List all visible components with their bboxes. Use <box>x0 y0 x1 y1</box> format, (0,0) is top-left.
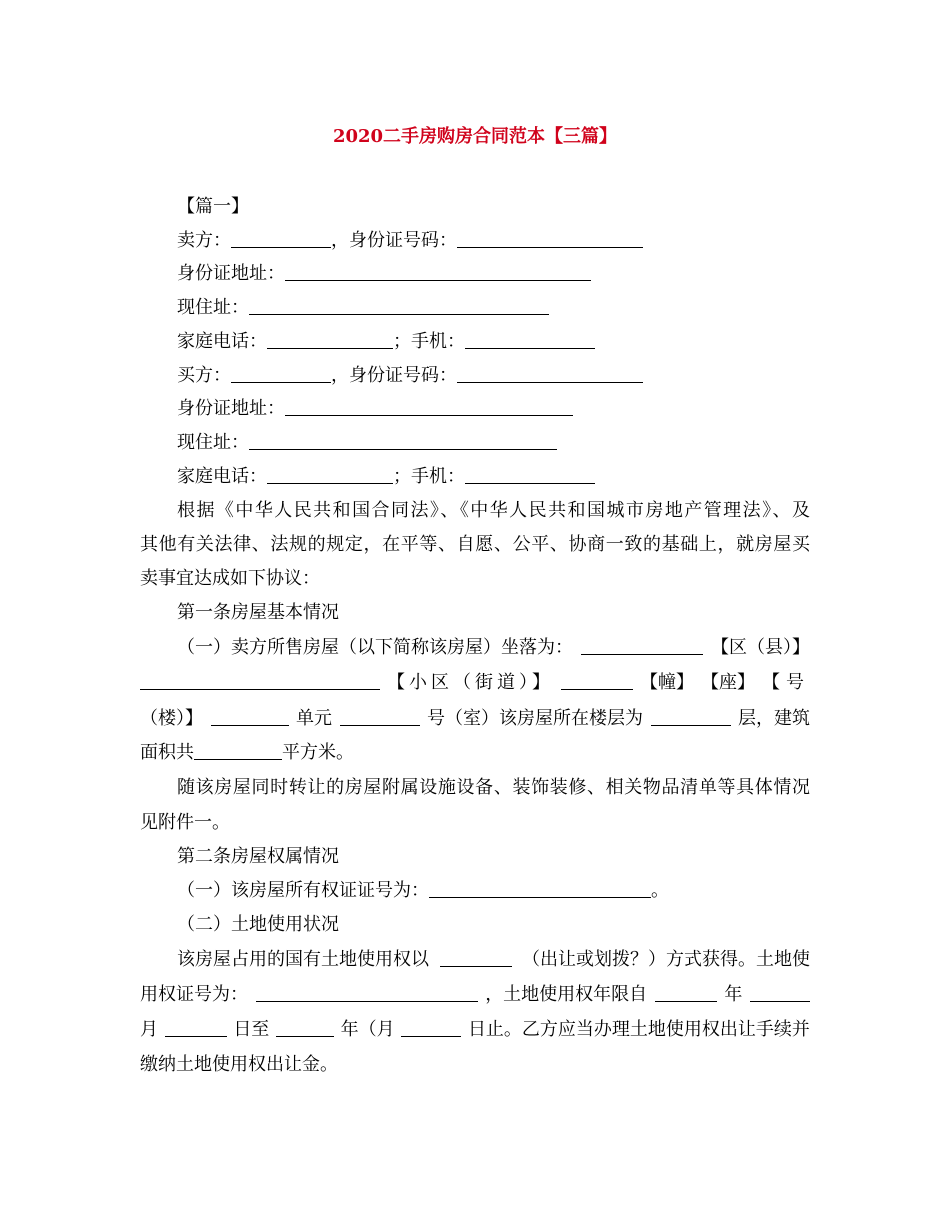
buyer-current-address-line <box>177 431 557 455</box>
seller-id-label: ，身份证号码： <box>331 230 457 251</box>
land-method-label: （出让或划拨？）方式获得。土地使 <box>522 949 810 970</box>
seller-name-blank <box>231 229 331 248</box>
seller-id-blank <box>457 229 643 248</box>
floor-bracket-label: （楼）】 <box>140 708 203 729</box>
area-label: 面积共 <box>140 742 194 763</box>
building-label: 【幢】 <box>640 672 694 693</box>
buyer-mobile-label: ；手机： <box>393 466 465 487</box>
day-to-label: 日至 <box>233 1019 270 1040</box>
buyer-home-phone-label: 家庭电话： <box>177 466 267 487</box>
article1-item1-line3 <box>140 707 810 731</box>
land-cert-blank <box>256 983 478 1002</box>
unit-blank <box>340 707 420 726</box>
buyer-id-blank <box>457 364 643 383</box>
ownership-cert-blank <box>429 879 651 898</box>
land-cert-label: 用权证号为： <box>140 984 248 1005</box>
district-blank <box>140 671 380 690</box>
seller-current-address-label: 现住址： <box>177 297 249 318</box>
location-blank <box>581 636 703 655</box>
preamble-line-3: 卖事宜达成如下协议： <box>140 568 320 589</box>
buyer-id-address-blank <box>285 397 573 416</box>
buyer-mobile-blank <box>465 465 595 484</box>
seller-id-address-label: 身份证地址： <box>177 263 285 284</box>
seller-label: 卖方： <box>177 230 231 251</box>
seller-current-address-line <box>177 296 549 320</box>
article2-heading: 第二条房屋权属情况 <box>177 846 339 867</box>
start-year-blank <box>655 983 717 1002</box>
level-label: 层，建筑 <box>738 708 810 729</box>
land-term-label: ，土地使用权年限自 <box>485 984 648 1005</box>
land-line4: 缴纳土地使用权出让金。 <box>140 1054 338 1075</box>
floor-blank <box>651 707 731 726</box>
period: 。 <box>651 880 669 901</box>
article1-attach-line2: 见附件一。 <box>140 812 230 833</box>
buyer-name-blank <box>231 364 331 383</box>
seller-home-phone-blank <box>267 330 393 349</box>
land-end-label: 日止。乙方应当办理土地使用权出让手续并 <box>467 1019 810 1040</box>
land-line3 <box>140 1018 810 1042</box>
preamble-line-2: 其他有关法律、法规的规定，在平等、自愿、公平、协商一致的基础上，就房屋买 <box>140 534 810 555</box>
end-year-blank <box>276 1018 334 1037</box>
buyer-id-label: ，身份证号码： <box>331 365 457 386</box>
article1-heading: 第一条房屋基本情况 <box>177 602 339 623</box>
article2-item2: （二）土地使用状况 <box>177 914 339 935</box>
community-label: 【小区（街道）】 <box>387 672 554 693</box>
area-unit: 平方米。 <box>282 742 354 763</box>
year-month-label: 年（月 <box>340 1019 395 1040</box>
article1-item1-line1 <box>177 636 810 660</box>
year-label: 年 <box>724 984 743 1005</box>
number-label: 【号 <box>762 672 810 693</box>
seller-phone-line <box>177 330 595 354</box>
article2-item1 <box>177 879 669 903</box>
seller-current-address-blank <box>249 296 549 315</box>
article1-location-label: （一）卖方所售房屋（以下简称该房屋）坐落为： <box>177 637 573 658</box>
seller-line <box>177 229 643 253</box>
start-month-blank <box>750 983 810 1002</box>
buyer-home-phone-blank <box>267 465 393 484</box>
area-blank <box>194 741 282 760</box>
room-label: 号（室）该房屋所在楼层为 <box>427 708 643 729</box>
section-heading: 【篇一】 <box>177 196 249 217</box>
ownership-cert-label: （一）该房屋所有权证证号为： <box>177 880 429 901</box>
block-label: 【座】 <box>701 672 755 693</box>
land-method-blank <box>440 948 512 967</box>
buyer-line <box>177 364 643 388</box>
seller-id-address-line <box>177 262 591 286</box>
building-no-blank <box>211 707 289 726</box>
buyer-id-address-label: 身份证地址： <box>177 398 285 419</box>
buyer-current-address-blank <box>249 431 557 450</box>
article1-item1-line2 <box>140 671 810 695</box>
seller-mobile-label: ；手机： <box>393 331 465 352</box>
district-label: 【区（县）】 <box>711 637 810 658</box>
article1-area-line <box>140 741 810 765</box>
unit-label: 单元 <box>296 708 332 729</box>
start-day-blank <box>165 1018 227 1037</box>
article1-attach-line1: 随该房屋同时转让的房屋附属设施设备、装饰装修、相关物品清单等具体情况 <box>177 777 810 798</box>
buyer-phone-line <box>177 465 595 489</box>
community-blank <box>561 671 633 690</box>
document-title: 2020二手房购房合同范本【三篇】 <box>332 126 618 147</box>
buyer-label: 买方： <box>177 365 231 386</box>
land-acquire-label: 该房屋占用的国有土地使用权以 <box>177 949 429 970</box>
seller-home-phone-label: 家庭电话： <box>177 331 267 352</box>
land-line1 <box>177 948 810 972</box>
month-label: 月 <box>140 1019 158 1040</box>
seller-id-address-blank <box>285 262 591 281</box>
end-day-blank <box>401 1018 461 1037</box>
buyer-id-address-line <box>177 397 573 421</box>
seller-mobile-blank <box>465 330 595 349</box>
buyer-current-address-label: 现住址： <box>177 432 249 453</box>
preamble-line-1: 根据《中华人民共和国合同法》、《中华人民共和国城市房地产管理法》、及 <box>177 500 810 521</box>
land-line2 <box>140 983 810 1007</box>
